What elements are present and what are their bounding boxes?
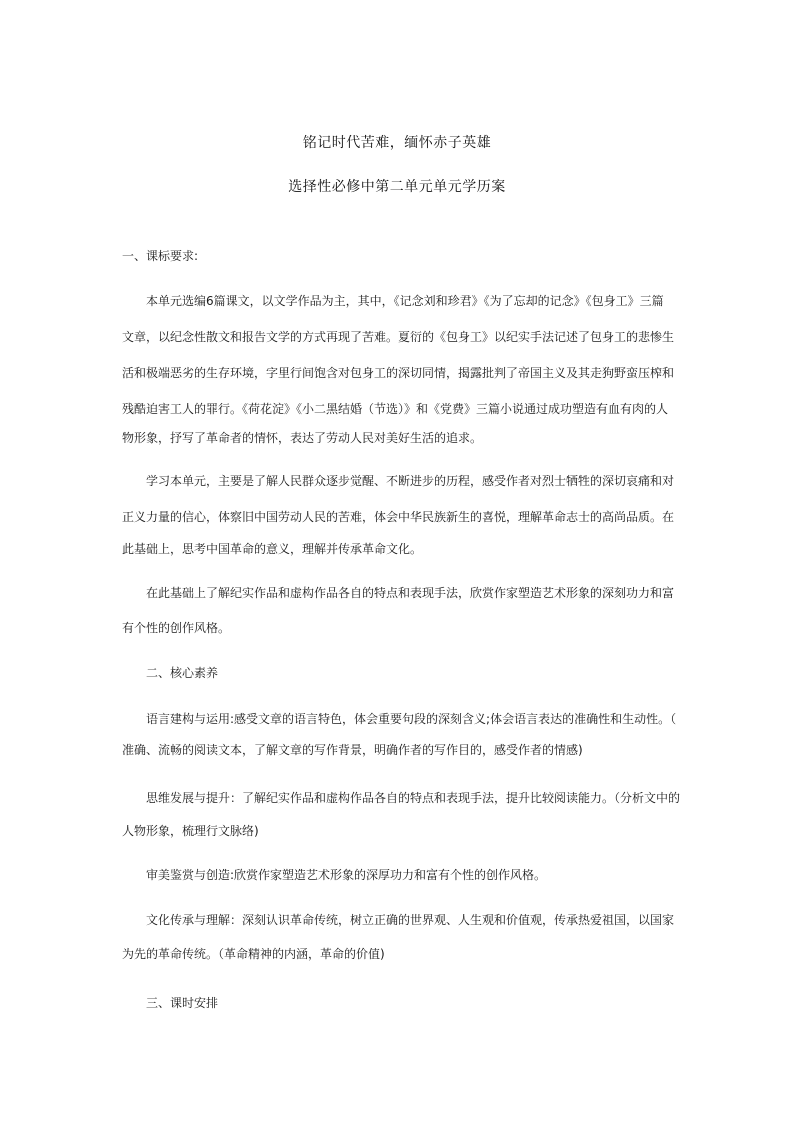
- paragraph-line: 语言建构与运用:感受文章的语言特色，体会重要句段的深刻含义;体会语言表达的准确性和生动性。（: [146, 712, 677, 726]
- paragraph-line: 物形象，抒写了革命者的情怀，表达了劳动人民对美好生活的追求。: [122, 431, 483, 445]
- paragraph-line: 此基础上，思考中国革命的意义，理解并传承革命文化。: [122, 542, 423, 556]
- paragraph-line: 审美鉴赏与创造:欣赏作家塑造艺术形象的深厚功力和富有个性的创作风格。: [146, 868, 547, 882]
- paragraph-line: 准确、流畅的阅读文本，了解文章的写作背景，明确作者的写作目的，感受作者的情感): [122, 743, 583, 757]
- section-heading-core-literacy: 二、核心素养: [146, 666, 219, 680]
- paragraph-line: 人物形象，梳理行文脉络): [122, 824, 259, 838]
- paragraph-line: 正义力量的信心，体察旧中国劳动人民的苦难，体会中华民族新生的喜悦，理解革命志士的高尚品质。在: [122, 510, 675, 524]
- paragraph-line: 本单元选编6篇课文，以文学作品为主，其中，《记念刘和珍君》《为了忘却的记念》《包身工》三篇: [146, 294, 664, 308]
- paragraph-line: 有个性的创作风格。: [122, 621, 231, 635]
- section-heading-class-schedule: 三、课时安排: [146, 996, 219, 1010]
- paragraph-line: 文章，以纪念性散文和报告文学的方式再现了苦难。夏衍的《包身工》以纪实手法记述了包身工的悲惨生: [122, 330, 675, 344]
- paragraph-line: 残酷迫害工人的罪行。《荷花淀》《小二黑结婚（节选）》和《党费》三篇小说通过成功塑造有血有肉的人: [122, 402, 669, 416]
- paragraph-line: 学习本单元，主要是了解人民群众逐步觉醒、不断进步的历程，感受作者对烈士牺牲的深切哀痛和对: [146, 474, 675, 488]
- section-heading-curriculum-standards: 一、课标要求:: [122, 249, 199, 263]
- paragraph-line: 文化传承与理解：深刻认识革命传统，树立正确的世界观、人生观和价值观，传承热爱祖国，以国家: [146, 913, 675, 927]
- document-subtitle: 选择性必修中第二单元单元学历案: [288, 179, 506, 195]
- paragraph-line: 为先的革命传统。（革命精神的内涵，革命的价值): [122, 947, 385, 961]
- document-title: 铭记时代苦难，缅怀赤子英雄: [302, 135, 492, 151]
- paragraph-line: 在此基础上了解纪实作品和虚构作品各自的特点和表现手法，欣赏作家塑造艺术形象的深刻功力和富: [146, 586, 675, 600]
- paragraph-line: 思维发展与提升：了解纪实作品和虚构作品各自的特点和表现手法，提升比较阅读能力。（分析文中的: [146, 791, 681, 805]
- paragraph-line: 活和极端恶劣的生存环境，字里行间饱含对包身工的深切同情，揭露批判了帝国主义及其走狗野蛮压榨和: [122, 366, 675, 380]
